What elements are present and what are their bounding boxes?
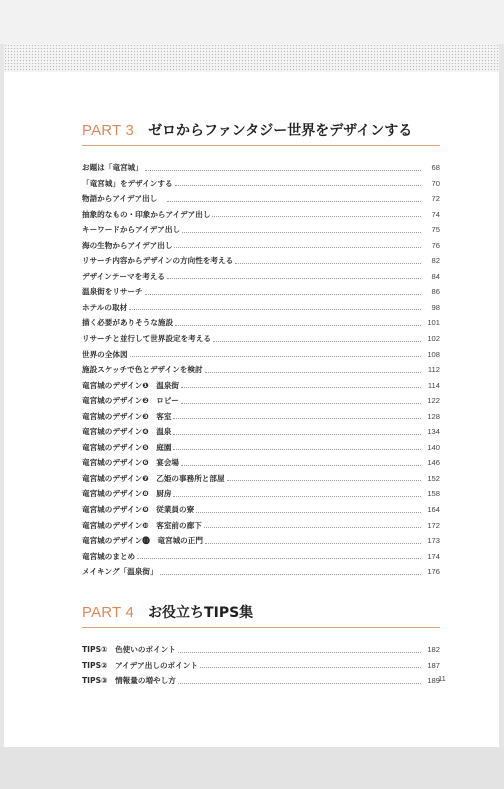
toc-entry-title: 施設スケッチで色とデザインを検討 bbox=[82, 365, 203, 375]
toc-entry[interactable] bbox=[82, 327, 440, 343]
part-3-label: PART 3 bbox=[82, 122, 135, 139]
toc-entry-page: 187 bbox=[427, 660, 440, 670]
toc-entry-page: 102 bbox=[427, 333, 440, 343]
toc-entry-title: メイキング「温泉街」 bbox=[82, 567, 158, 577]
toc-entry-page: 68 bbox=[431, 162, 440, 172]
dot-leader bbox=[167, 278, 421, 279]
dot-leader bbox=[160, 574, 421, 575]
toc-entry[interactable] bbox=[82, 374, 440, 390]
toc-entry[interactable] bbox=[82, 420, 440, 436]
toc-entry[interactable] bbox=[82, 482, 440, 498]
toc-entry[interactable] bbox=[82, 669, 440, 685]
toc-entry[interactable] bbox=[82, 280, 440, 296]
part-3-heading bbox=[82, 120, 440, 146]
toc-entry-title: 竜宮城のデザイン❾ 従業員の寮 bbox=[82, 504, 195, 514]
toc-entry[interactable] bbox=[82, 156, 440, 172]
toc-entry[interactable] bbox=[82, 343, 440, 359]
dot-leader bbox=[173, 496, 421, 497]
toc-entry-title: 竜宮城のデザイン❼ 乙姫の事務所と部屋 bbox=[82, 473, 225, 483]
toc-entry[interactable] bbox=[82, 358, 440, 374]
dot-leader bbox=[181, 403, 421, 404]
dot-leader bbox=[182, 232, 421, 233]
dot-leader bbox=[173, 449, 421, 450]
toc-entry[interactable] bbox=[82, 203, 440, 219]
toc-entry[interactable] bbox=[82, 498, 440, 514]
viewer-background-bottom bbox=[0, 747, 504, 789]
toc-entry-title: 世界の全体図 bbox=[82, 349, 128, 359]
toc-entry[interactable] bbox=[82, 514, 440, 530]
toc-entry-title: 竜宮城のデザイン❷ ロビー bbox=[82, 396, 179, 406]
toc-entry-title: お題は「竜宮城」 bbox=[82, 162, 143, 172]
part-3-title: ゼロからファンタジー世界をデザインする bbox=[148, 123, 413, 139]
toc-section-part-3 bbox=[82, 120, 440, 576]
dotted-header-band bbox=[4, 44, 499, 72]
toc-entry-page: 114 bbox=[427, 380, 440, 390]
toc-entry-title: TIPS① 色使いのポイント bbox=[82, 644, 176, 654]
dot-leader bbox=[145, 294, 421, 295]
toc-entry-title: 竜宮城のまとめ bbox=[82, 551, 136, 561]
dot-leader bbox=[175, 325, 421, 326]
toc-entry-page: 189 bbox=[427, 676, 440, 686]
page-number: 11 bbox=[438, 674, 446, 683]
toc-entry-title: 温泉街をリサーチ bbox=[82, 287, 143, 297]
toc-entry-title: リサーチ内容からデザインの方向性を考える bbox=[82, 256, 234, 266]
dot-leader bbox=[167, 201, 421, 202]
toc-entry-page: 172 bbox=[427, 520, 440, 530]
toc-entry[interactable] bbox=[82, 218, 440, 234]
part-3-entry-list bbox=[82, 156, 440, 576]
part-4-entry-list bbox=[82, 638, 440, 685]
toc-entry-page: 74 bbox=[431, 209, 440, 219]
toc-entry-page: 152 bbox=[427, 473, 440, 483]
toc-entry[interactable] bbox=[82, 172, 440, 188]
toc-entry[interactable] bbox=[82, 529, 440, 545]
toc-entry-title: 竜宮城のデザイン❽ 厨房 bbox=[82, 489, 172, 499]
toc-entry-title: 物語からアイデア出し bbox=[82, 194, 165, 204]
toc-entry[interactable] bbox=[82, 296, 440, 312]
toc-entry-title: TIPS③ 情報量の増やし方 bbox=[82, 676, 176, 686]
toc-entry-title: 竜宮城のデザイン❹ 温泉 bbox=[82, 427, 172, 437]
dot-leader bbox=[204, 527, 421, 528]
toc-entry-page: 173 bbox=[427, 536, 440, 546]
toc-section-part-4 bbox=[82, 602, 440, 685]
toc-entry[interactable] bbox=[82, 638, 440, 654]
dot-leader bbox=[200, 667, 421, 668]
toc-entry-page: 112 bbox=[427, 365, 440, 375]
toc-entry-page: 182 bbox=[427, 644, 440, 654]
toc-entry-page: 146 bbox=[427, 458, 440, 468]
toc-entry-page: 86 bbox=[431, 287, 440, 297]
toc-entry[interactable] bbox=[82, 265, 440, 281]
toc-entry-page: 108 bbox=[427, 349, 440, 359]
toc-entry-page: 70 bbox=[431, 178, 440, 188]
dot-leader bbox=[137, 558, 421, 559]
dot-leader bbox=[145, 170, 421, 171]
toc-entry-page: 176 bbox=[427, 567, 440, 577]
dot-leader bbox=[178, 652, 421, 653]
toc-entry-page: 82 bbox=[431, 256, 440, 266]
toc-entry-title: 海の生物からアイデア出し bbox=[82, 240, 173, 250]
dot-leader bbox=[227, 480, 421, 481]
dot-leader bbox=[175, 185, 421, 186]
dot-leader bbox=[212, 216, 421, 217]
toc-entry-title: キーワードからアイデア出し bbox=[82, 225, 181, 235]
toc-entry-page: 158 bbox=[427, 489, 440, 499]
toc-entry-page: 134 bbox=[427, 427, 440, 437]
toc-entry[interactable] bbox=[82, 436, 440, 452]
toc-entry-title: 描く必要がありそうな施設 bbox=[82, 318, 174, 328]
toc-entry[interactable] bbox=[82, 545, 440, 561]
toc-entry-title: 竜宮城のデザイン❿ 客室前の廊下 bbox=[82, 520, 202, 530]
toc-entry[interactable] bbox=[82, 451, 440, 467]
dot-leader bbox=[181, 465, 421, 466]
toc-entry[interactable] bbox=[82, 389, 440, 405]
dot-leader bbox=[205, 543, 421, 544]
toc-entry[interactable] bbox=[82, 467, 440, 483]
toc-entry-title: 竜宮城のデザイン❸ 客室 bbox=[82, 411, 172, 421]
toc-entry-title: 竜宮城のデザイン❻ 宴会場 bbox=[82, 458, 180, 468]
dot-leader bbox=[129, 309, 421, 310]
toc-entry[interactable] bbox=[82, 654, 440, 670]
toc-entry-title: 竜宮城のデザイン⓫ 竜宮城の正門 bbox=[82, 536, 203, 546]
toc-entry-title: デザインテーマを考える bbox=[82, 271, 165, 281]
toc-entry-title: TIPS② アイデア出しのポイント bbox=[82, 660, 198, 670]
part-4-title: お役立ちTIPS集 bbox=[148, 605, 254, 621]
dot-leader bbox=[174, 247, 421, 248]
toc-entry-title: ホテルの取材 bbox=[82, 302, 128, 312]
toc-entry-page: 174 bbox=[427, 551, 440, 561]
dot-leader bbox=[205, 372, 421, 373]
toc-entry[interactable] bbox=[82, 187, 440, 203]
toc-entry[interactable] bbox=[82, 234, 440, 250]
toc-entry-page: 98 bbox=[431, 302, 440, 312]
toc-entry-page: 140 bbox=[427, 442, 440, 452]
toc-entry-title: 「竜宮城」をデザインする bbox=[82, 178, 173, 188]
toc-entry[interactable] bbox=[82, 311, 440, 327]
toc-entry-page: 75 bbox=[431, 225, 440, 235]
part-4-label: PART 4 bbox=[82, 604, 135, 621]
dot-leader bbox=[173, 418, 421, 419]
toc-entry[interactable] bbox=[82, 249, 440, 265]
toc-entry-title: 竜宮城のデザイン❶ 温泉街 bbox=[82, 380, 180, 390]
toc-entry-page: 122 bbox=[427, 396, 440, 406]
part-4-heading bbox=[82, 602, 440, 628]
dot-leader bbox=[213, 341, 421, 342]
dot-leader bbox=[130, 356, 421, 357]
viewer-background-top bbox=[0, 0, 504, 44]
toc-entry-title: 抽象的なもの・印象からアイデア出し bbox=[82, 209, 211, 219]
toc-entry-page: 72 bbox=[431, 194, 440, 204]
dot-leader bbox=[181, 387, 421, 388]
dot-leader bbox=[173, 434, 421, 435]
toc-entry[interactable] bbox=[82, 560, 440, 576]
dot-leader bbox=[196, 512, 421, 513]
dot-leader bbox=[178, 683, 421, 684]
toc-entry-page: 164 bbox=[427, 504, 440, 514]
dot-leader bbox=[235, 263, 421, 264]
toc-entry-page: 76 bbox=[431, 240, 440, 250]
toc-entry-title: 竜宮城のデザイン❺ 庭園 bbox=[82, 442, 172, 452]
toc-entry-page: 101 bbox=[427, 318, 440, 328]
toc-entry[interactable] bbox=[82, 405, 440, 421]
toc-entry-page: 128 bbox=[427, 411, 440, 421]
toc-entry-title: リサーチと並行して世界設定を考える bbox=[82, 333, 211, 343]
toc-entry-page: 84 bbox=[431, 271, 440, 281]
